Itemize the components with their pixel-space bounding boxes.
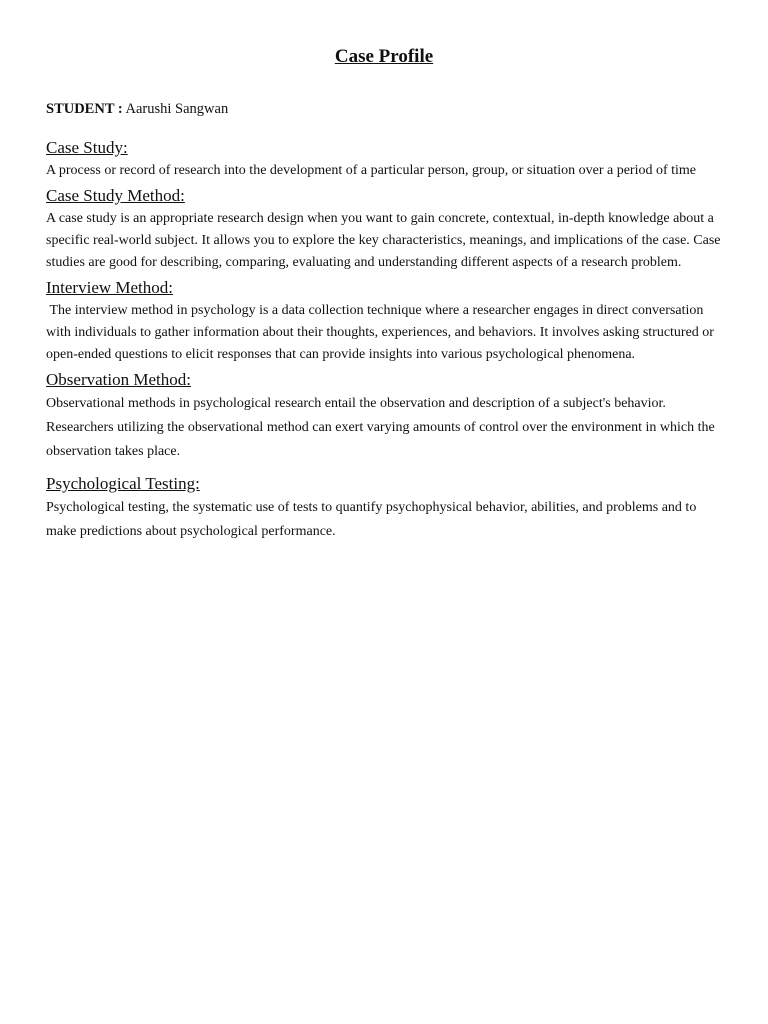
page-title: Case Profile xyxy=(334,46,434,67)
section-text: Observational methods in psychological research entail the observation and description of a subject's behavior. Researchers utilizing the observational method can exert varying amounts of control over the environment in which the observation takes place. xyxy=(46,396,715,459)
section-text: The interview method in psychology is a data collection technique where a researcher engages in direct conversation with individuals to gather information about their thoughts, experiences, and behaviors. It involves asking structured or open-ended questions to elicit responses that can provide insights into various psychological phenomena. xyxy=(46,303,718,362)
student-label: STUDENT : xyxy=(46,101,123,117)
section-text: A case study is an appropriate research design when you want to gain concrete, contextual, in-depth knowledge about a specific real-world subject. It allows you to explore the key characteristics, meanings, and implications of the case. Case studies are good for describing, comparing, evaluating and understanding different aspects of a research problem. xyxy=(46,211,721,270)
section-text: Psychological testing, the systematic use of tests to quantify psychophysical behavior, abilities, and problems and to make predictions about psychological performance. xyxy=(46,500,697,539)
section-heading: Case Study Method: xyxy=(46,186,185,205)
section-case-study-method xyxy=(46,184,722,274)
section-interview-method xyxy=(46,276,722,366)
section-heading: Interview Method: xyxy=(46,278,173,297)
section-heading: Observation Method: xyxy=(46,370,191,389)
section-heading: Psychological Testing: xyxy=(46,474,200,493)
section-observation-method xyxy=(46,368,722,464)
student-line xyxy=(46,98,722,120)
section-psychological-testing xyxy=(46,472,722,544)
student-name: Aarushi Sangwan xyxy=(125,101,229,117)
section-text: A process or record of research into the development of a particular person, group, or situation over a period of time xyxy=(46,163,697,178)
section-heading: Case Study: xyxy=(46,138,128,157)
section-case-study xyxy=(46,136,722,182)
